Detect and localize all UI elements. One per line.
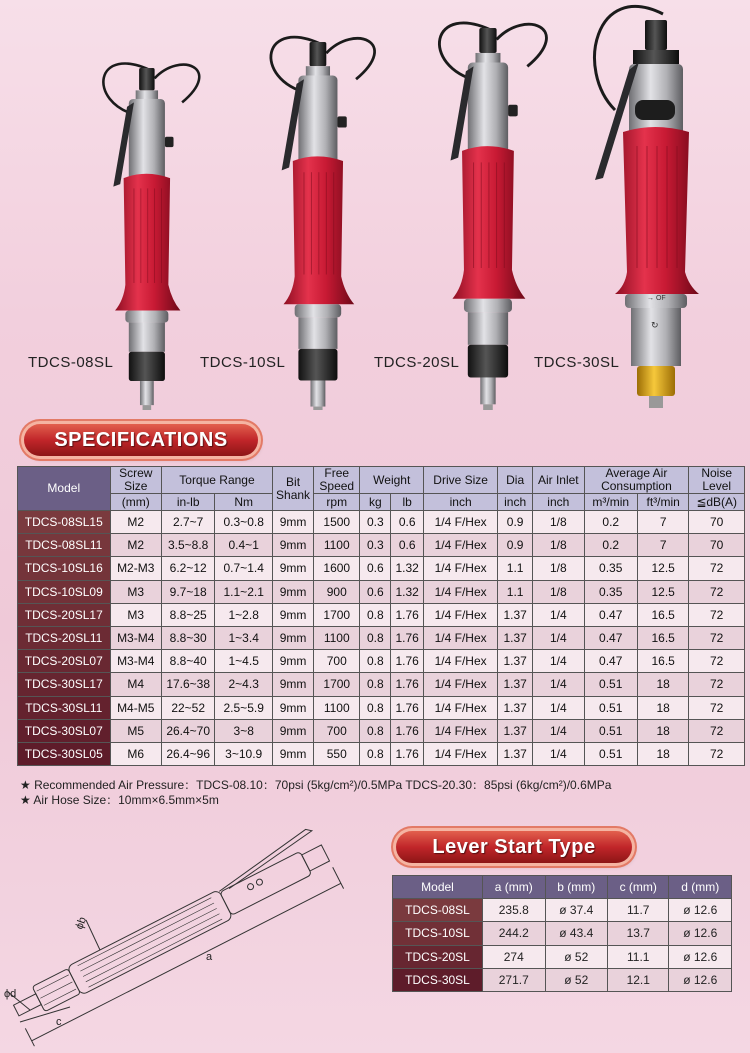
header-weight: Weight: [360, 467, 424, 494]
spec-cell-rpm: 1100: [314, 534, 360, 557]
spec-cell-lb: 1.76: [391, 719, 424, 742]
spec-cell-ft3: 18: [637, 696, 688, 719]
spec-row: [18, 626, 745, 649]
header-screw-size: Screw Size: [110, 467, 161, 494]
spec-cell-shank: 9mm: [272, 696, 313, 719]
spec-cell-lb: 1.76: [391, 673, 424, 696]
unit-dia: inch: [498, 494, 533, 511]
unit-drive-size: inch: [424, 494, 498, 511]
spec-cell-kg: 0.8: [360, 673, 391, 696]
spec-cell-shank: 9mm: [272, 511, 313, 534]
lever-cell-d: ø 12.6: [669, 899, 732, 922]
spec-cell-inlet: 1/8: [533, 580, 584, 603]
spec-cell-screw: M4: [110, 673, 161, 696]
spec-cell-drive: 1/4 F/Hex: [424, 603, 498, 626]
tool-label-20sl: TDCS-20SL: [374, 354, 460, 371]
spec-cell-model: TDCS-20SL11: [18, 626, 111, 649]
lever-row: [393, 945, 732, 968]
spec-cell-rpm: 700: [314, 719, 360, 742]
lever-cell-c: 11.1: [608, 945, 669, 968]
header-torque-range: Torque Range: [161, 467, 272, 494]
spec-cell-nm: 1.1~2.1: [215, 580, 273, 603]
spec-cell-m3: 0.51: [584, 719, 637, 742]
unit-free-speed: rpm: [314, 494, 360, 511]
spec-cell-rpm: 1700: [314, 673, 360, 696]
header-free-speed: Free Speed: [314, 467, 360, 494]
header-air-inlet: Air Inlet: [533, 467, 584, 494]
spec-cell-inlb: 8.8~25: [161, 603, 214, 626]
spec-cell-kg: 0.6: [360, 580, 391, 603]
lever-header-b: b (mm): [545, 876, 608, 899]
unit-consumption-m3: m³/min: [584, 494, 637, 511]
spec-cell-shank: 9mm: [272, 603, 313, 626]
spec-cell-ft3: 7: [637, 534, 688, 557]
spec-cell-m3: 0.47: [584, 626, 637, 649]
spec-row: [18, 557, 745, 580]
spec-cell-lb: 0.6: [391, 511, 424, 534]
spec-cell-noise: 70: [689, 511, 745, 534]
spec-cell-ft3: 16.5: [637, 603, 688, 626]
tool-photo-20sl: [439, 23, 546, 410]
lever-header-model: Model: [393, 876, 483, 899]
lever-cell-d: ø 12.6: [669, 945, 732, 968]
spec-cell-m3: 0.35: [584, 557, 637, 580]
spec-cell-kg: 0.8: [360, 719, 391, 742]
lever-header-d: d (mm): [669, 876, 732, 899]
spec-cell-ft3: 7: [637, 511, 688, 534]
spec-cell-drive: 1/4 F/Hex: [424, 650, 498, 673]
spec-cell-noise: 72: [689, 719, 745, 742]
spec-cell-model: TDCS-10SL16: [18, 557, 111, 580]
spec-cell-shank: 9mm: [272, 650, 313, 673]
lever-cell-b: ø 37.4: [545, 899, 608, 922]
spec-cell-inlb: 22~52: [161, 696, 214, 719]
unit-air-inlet: inch: [533, 494, 584, 511]
spec-cell-lb: 1.76: [391, 696, 424, 719]
spec-cell-kg: 0.8: [360, 603, 391, 626]
unit-noise: ≦dB(A): [689, 494, 745, 511]
spec-cell-dia: 1.37: [498, 626, 533, 649]
spec-cell-m3: 0.47: [584, 603, 637, 626]
lever-cell-a: 271.7: [483, 968, 546, 991]
spec-cell-drive: 1/4 F/Hex: [424, 696, 498, 719]
spec-cell-shank: 9mm: [272, 557, 313, 580]
spec-cell-dia: 0.9: [498, 511, 533, 534]
spec-cell-screw: M3: [110, 580, 161, 603]
spec-cell-dia: 1.37: [498, 603, 533, 626]
spec-cell-shank: 9mm: [272, 580, 313, 603]
spec-cell-rpm: 1100: [314, 696, 360, 719]
spec-row: [18, 580, 745, 603]
spec-cell-noise: 72: [689, 673, 745, 696]
spec-row: [18, 673, 745, 696]
spec-cell-dia: 1.1: [498, 580, 533, 603]
lever-cell-a: 274: [483, 945, 546, 968]
spec-cell-ft3: 16.5: [637, 650, 688, 673]
spec-cell-ft3: 16.5: [637, 626, 688, 649]
spec-cell-inlb: 8.8~40: [161, 650, 214, 673]
spec-cell-inlb: 17.6~38: [161, 673, 214, 696]
tool-photo-30sl: [595, 6, 699, 408]
spec-row: [18, 534, 745, 557]
spec-cell-nm: 3~8: [215, 719, 273, 742]
spec-cell-shank: 9mm: [272, 673, 313, 696]
spec-cell-kg: 0.3: [360, 511, 391, 534]
spec-cell-m3: 0.2: [584, 534, 637, 557]
spec-cell-inlb: 26.4~70: [161, 719, 214, 742]
spec-cell-nm: 0.3~0.8: [215, 511, 273, 534]
spec-cell-ft3: 12.5: [637, 580, 688, 603]
spec-cell-ft3: 18: [637, 742, 688, 765]
spec-cell-noise: 72: [689, 626, 745, 649]
unit-consumption-ft3: ft³/min: [637, 494, 688, 511]
header-air-consumption: Average Air Consumption: [584, 467, 689, 494]
spec-row: [18, 742, 745, 765]
spec-cell-lb: 1.76: [391, 626, 424, 649]
lever-cell-model: TDCS-20SL: [393, 945, 483, 968]
lever-start-banner: Lever Start Type: [396, 831, 632, 863]
spec-cell-m3: 0.51: [584, 742, 637, 765]
dimension-label-d: ϕd: [4, 988, 17, 1000]
unit-weight-lb: lb: [391, 494, 424, 511]
spec-cell-model: TDCS-30SL11: [18, 696, 111, 719]
spec-row: [18, 603, 745, 626]
spec-cell-screw: M3-M4: [110, 650, 161, 673]
spec-cell-noise: 72: [689, 696, 745, 719]
spec-cell-lb: 1.32: [391, 580, 424, 603]
spec-cell-screw: M4-M5: [110, 696, 161, 719]
spec-cell-inlb: 26.4~96: [161, 742, 214, 765]
spec-cell-model: TDCS-08SL15: [18, 511, 111, 534]
spec-cell-lb: 1.76: [391, 603, 424, 626]
lever-row: [393, 968, 732, 991]
tool-label-10sl: TDCS-10SL: [200, 354, 286, 371]
spec-cell-drive: 1/4 F/Hex: [424, 742, 498, 765]
lever-header-a: a (mm): [483, 876, 546, 899]
lever-cell-model: TDCS-08SL: [393, 899, 483, 922]
spec-cell-model: TDCS-20SL07: [18, 650, 111, 673]
spec-cell-screw: M3: [110, 603, 161, 626]
tool-30sl-direction-mark: → OF: [647, 295, 666, 302]
unit-screw-size: (mm): [110, 494, 161, 511]
lever-cell-b: ø 43.4: [545, 922, 608, 945]
dimension-label-b: ϕb: [73, 915, 90, 932]
spec-cell-nm: 0.7~1.4: [215, 557, 273, 580]
spec-cell-inlb: 9.7~18: [161, 580, 214, 603]
spec-cell-nm: 1~4.5: [215, 650, 273, 673]
spec-cell-rpm: 1700: [314, 603, 360, 626]
spec-cell-m3: 0.35: [584, 580, 637, 603]
lever-cell-d: ø 12.6: [669, 968, 732, 991]
spec-cell-noise: 72: [689, 580, 745, 603]
lever-start-table: [392, 875, 732, 992]
notes: [20, 778, 611, 808]
spec-cell-nm: 1~2.8: [215, 603, 273, 626]
spec-cell-m3: 0.51: [584, 696, 637, 719]
spec-cell-screw: M3-M4: [110, 626, 161, 649]
spec-cell-drive: 1/4 F/Hex: [424, 534, 498, 557]
spec-cell-shank: 9mm: [272, 719, 313, 742]
spec-row: [18, 650, 745, 673]
spec-row: [18, 719, 745, 742]
spec-cell-screw: M6: [110, 742, 161, 765]
spec-cell-ft3: 18: [637, 673, 688, 696]
spec-cell-shank: 9mm: [272, 742, 313, 765]
spec-cell-lb: 1.76: [391, 650, 424, 673]
spec-cell-nm: 0.4~1: [215, 534, 273, 557]
spec-cell-nm: 2~4.3: [215, 673, 273, 696]
spec-cell-lb: 1.32: [391, 557, 424, 580]
unit-torque-nm: Nm: [215, 494, 273, 511]
header-dia: Dia: [498, 467, 533, 494]
dimension-label-a: a: [206, 951, 213, 963]
spec-cell-shank: 9mm: [272, 626, 313, 649]
lever-cell-b: ø 52: [545, 968, 608, 991]
spec-cell-dia: 1.37: [498, 673, 533, 696]
lever-cell-model: TDCS-30SL: [393, 968, 483, 991]
header-model: Model: [18, 467, 111, 511]
note-air-pressure: ★ Recommended Air Pressure：TDCS-08.10：70psi (5kg/cm²)/0.5MPa TDCS-20.30：85psi (6kg/cm²)/0.6MPa: [20, 778, 612, 792]
spec-cell-kg: 0.8: [360, 742, 391, 765]
spec-cell-inlb: 2.7~7: [161, 511, 214, 534]
spec-cell-dia: 1.37: [498, 650, 533, 673]
spec-cell-inlet: 1/8: [533, 557, 584, 580]
tool-label-30sl: TDCS-30SL: [534, 354, 620, 371]
lever-cell-model: TDCS-10SL: [393, 922, 483, 945]
spec-cell-shank: 9mm: [272, 534, 313, 557]
spec-cell-ft3: 12.5: [637, 557, 688, 580]
spec-cell-drive: 1/4 F/Hex: [424, 557, 498, 580]
spec-cell-model: TDCS-30SL07: [18, 719, 111, 742]
lever-cell-a: 235.8: [483, 899, 546, 922]
spec-cell-rpm: 1500: [314, 511, 360, 534]
header-drive-size: Drive Size: [424, 467, 498, 494]
spec-cell-model: TDCS-10SL09: [18, 580, 111, 603]
spec-cell-rpm: 900: [314, 580, 360, 603]
spec-cell-noise: 72: [689, 557, 745, 580]
spec-cell-nm: 1~3.4: [215, 626, 273, 649]
spec-cell-model: TDCS-30SL05: [18, 742, 111, 765]
spec-cell-inlet: 1/4: [533, 626, 584, 649]
spec-cell-noise: 72: [689, 742, 745, 765]
spec-cell-model: TDCS-30SL17: [18, 673, 111, 696]
spec-cell-inlet: 1/4: [533, 603, 584, 626]
spec-cell-ft3: 18: [637, 719, 688, 742]
spec-cell-noise: 70: [689, 534, 745, 557]
specifications-banner: SPECIFICATIONS: [24, 424, 258, 456]
spec-cell-drive: 1/4 F/Hex: [424, 719, 498, 742]
note-air-hose: ★ Air Hose Size：10mm×6.5mm×5m: [20, 793, 219, 807]
spec-cell-rpm: 550: [314, 742, 360, 765]
tool-label-08sl: TDCS-08SL: [28, 354, 114, 371]
spec-cell-inlb: 6.2~12: [161, 557, 214, 580]
spec-cell-drive: 1/4 F/Hex: [424, 626, 498, 649]
spec-cell-screw: M2: [110, 511, 161, 534]
tool-photo-08sl: [103, 64, 199, 410]
unit-torque-inlb: in-lb: [161, 494, 214, 511]
spec-cell-m3: 0.47: [584, 650, 637, 673]
tool-photo-10sl: [271, 37, 375, 410]
lever-cell-d: ø 12.6: [669, 922, 732, 945]
spec-cell-model: TDCS-08SL11: [18, 534, 111, 557]
tool-30sl-rotation-mark: ↻: [651, 320, 659, 330]
spec-cell-inlet: 1/4: [533, 673, 584, 696]
spec-cell-kg: 0.3: [360, 534, 391, 557]
spec-cell-dia: 0.9: [498, 534, 533, 557]
spec-cell-drive: 1/4 F/Hex: [424, 511, 498, 534]
spec-cell-drive: 1/4 F/Hex: [424, 580, 498, 603]
lever-row: [393, 899, 732, 922]
lever-cell-c: 12.1: [608, 968, 669, 991]
lever-cell-a: 244.2: [483, 922, 546, 945]
spec-cell-m3: 0.51: [584, 673, 637, 696]
specifications-table: [17, 466, 745, 766]
spec-cell-inlet: 1/4: [533, 650, 584, 673]
spec-row: [18, 696, 745, 719]
spec-cell-dia: 1.1: [498, 557, 533, 580]
spec-cell-kg: 0.6: [360, 557, 391, 580]
spec-cell-inlb: 8.8~30: [161, 626, 214, 649]
header-noise-level: Noise Level: [689, 467, 745, 494]
spec-cell-inlb: 3.5~8.8: [161, 534, 214, 557]
spec-cell-drive: 1/4 F/Hex: [424, 673, 498, 696]
lever-row: [393, 922, 732, 945]
spec-cell-dia: 1.37: [498, 719, 533, 742]
spec-cell-inlet: 1/8: [533, 534, 584, 557]
spec-row: [18, 511, 745, 534]
header-bit-shank: Bit Shank: [272, 467, 313, 511]
spec-cell-kg: 0.8: [360, 696, 391, 719]
spec-cell-inlet: 1/4: [533, 742, 584, 765]
spec-cell-dia: 1.37: [498, 742, 533, 765]
product-photos: [0, 0, 750, 410]
spec-cell-inlet: 1/4: [533, 696, 584, 719]
dimension-label-c: c: [56, 1016, 62, 1028]
lever-header-c: c (mm): [608, 876, 669, 899]
spec-cell-lb: 1.76: [391, 742, 424, 765]
spec-cell-rpm: 1100: [314, 626, 360, 649]
spec-cell-lb: 0.6: [391, 534, 424, 557]
lever-cell-b: ø 52: [545, 945, 608, 968]
spec-cell-inlet: 1/4: [533, 719, 584, 742]
spec-cell-noise: 72: [689, 603, 745, 626]
spec-cell-rpm: 1600: [314, 557, 360, 580]
spec-cell-rpm: 700: [314, 650, 360, 673]
spec-cell-nm: 2.5~5.9: [215, 696, 273, 719]
unit-weight-kg: kg: [360, 494, 391, 511]
spec-cell-m3: 0.2: [584, 511, 637, 534]
spec-cell-dia: 1.37: [498, 696, 533, 719]
spec-cell-screw: M5: [110, 719, 161, 742]
spec-cell-kg: 0.8: [360, 626, 391, 649]
lever-cell-c: 13.7: [608, 922, 669, 945]
spec-cell-screw: M2: [110, 534, 161, 557]
spec-cell-nm: 3~10.9: [215, 742, 273, 765]
spec-cell-noise: 72: [689, 650, 745, 673]
dimension-diagram: [0, 812, 390, 1052]
spec-cell-inlet: 1/8: [533, 511, 584, 534]
spec-cell-kg: 0.8: [360, 650, 391, 673]
lever-cell-c: 11.7: [608, 899, 669, 922]
spec-cell-model: TDCS-20SL17: [18, 603, 111, 626]
spec-cell-screw: M2-M3: [110, 557, 161, 580]
